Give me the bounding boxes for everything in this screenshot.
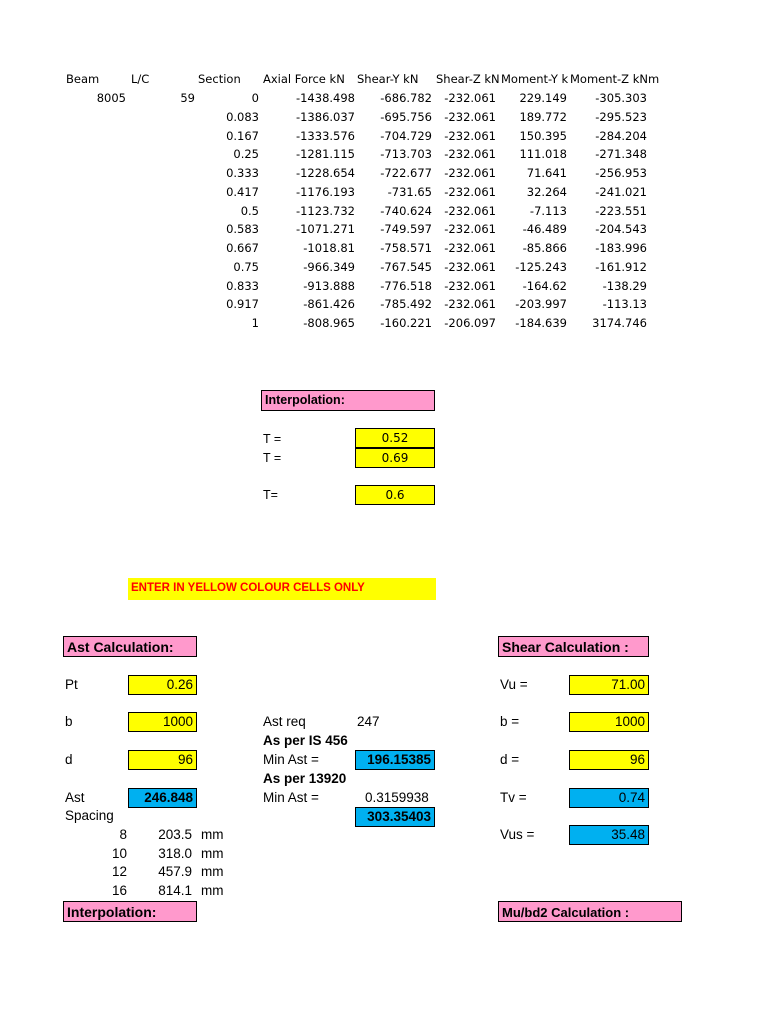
interpolation-title-top: Interpolation:: [261, 390, 435, 411]
cell-axial: -1018.81: [303, 241, 355, 255]
d-label: d: [65, 752, 73, 767]
shear-d-input[interactable]: 96: [569, 750, 649, 770]
cell-shear-y: -704.729: [380, 128, 432, 143]
cell-moment-y: 111.018: [519, 147, 567, 162]
cell-shear-z: -232.061: [444, 109, 496, 124]
cell-moment-y: 150.395: [519, 128, 567, 143]
cell-axial: -1281.115: [295, 147, 355, 162]
min-ast-label-1: Min Ast =: [263, 752, 319, 767]
vu-input[interactable]: 71.00: [569, 675, 649, 695]
cell-section: 0: [251, 91, 259, 105]
cell-section: 0.583: [226, 222, 259, 237]
cell-moment-y: -85.866: [522, 241, 567, 255]
cell-shear-z: -232.061: [444, 147, 496, 162]
cell-moment-z: -113.13: [602, 297, 647, 312]
spacing-value: 203.5: [158, 827, 192, 842]
cell-moment-z: -223.551: [595, 203, 647, 218]
cell-moment-y: 229.149: [519, 91, 567, 105]
spacing-unit: mm: [201, 827, 224, 842]
header-shear-z: Shear-Z kN: [436, 72, 500, 86]
ast-req-label: Ast req: [263, 714, 306, 729]
cell-shear-y: -776.518: [380, 278, 432, 293]
cell-moment-z: -241.021: [595, 184, 647, 199]
cell-moment-z: -256.953: [595, 166, 647, 180]
spacing-label: Spacing: [65, 808, 114, 823]
header-beam: Beam: [66, 72, 100, 86]
header-lc: L/C: [131, 72, 150, 86]
cell-moment-z: 3174.746: [592, 316, 647, 330]
table-row: [0, 222, 768, 241]
cell-moment-z: -295.523: [595, 109, 647, 124]
cell-axial: -1438.498: [295, 91, 355, 105]
spacing-dia: 8: [119, 827, 127, 842]
cell-shear-z: -232.061: [444, 184, 496, 199]
cell-moment-y: -46.489: [522, 222, 567, 237]
table-row: [0, 260, 768, 279]
t2-input[interactable]: 0.69: [355, 448, 435, 468]
ast-result: 246.848: [128, 788, 197, 808]
shear-b-label: b =: [500, 714, 520, 729]
spacing-value: 318.0: [158, 845, 192, 861]
table-row: [0, 185, 768, 204]
cell-moment-y: -203.997: [515, 297, 567, 312]
min-ast-value-2: 0.3159938: [365, 790, 429, 805]
min-ast-value-1: 196.15385: [355, 750, 435, 770]
cell-shear-z: -232.061: [444, 222, 496, 237]
cell-section: 1: [251, 316, 259, 330]
cell-section: 0.917: [226, 297, 259, 312]
notice-banner: ENTER IN YELLOW COLOUR CELLS ONLY: [128, 578, 436, 600]
cell-moment-y: -164.62: [522, 278, 567, 293]
shear-b-input[interactable]: 1000: [569, 712, 649, 732]
cell-section: 0.25: [233, 147, 259, 162]
d-input[interactable]: 96: [128, 750, 197, 770]
t1-input[interactable]: 0.52: [355, 428, 435, 448]
table-row: [0, 204, 768, 223]
cell-moment-z: -284.204: [595, 128, 647, 143]
cell-shear-z: -232.061: [444, 241, 496, 255]
table-row: [0, 279, 768, 298]
spacing-dia: 10: [111, 845, 127, 861]
cell-axial: -1176.193: [295, 184, 355, 199]
cell-shear-y: -749.597: [380, 222, 432, 237]
beam-value: 8005: [96, 91, 126, 105]
cell-shear-z: -232.061: [444, 259, 496, 274]
cell-section: 0.333: [226, 166, 259, 180]
cell-section: 0.75: [233, 259, 259, 274]
cell-section: 0.833: [226, 278, 259, 293]
header-moment-z: Moment-Z kNm: [570, 72, 660, 86]
cell-shear-z: -232.061: [444, 166, 496, 180]
ast-label: Ast: [65, 790, 85, 805]
header-section: Section: [198, 72, 241, 86]
spacing-dia: 12: [111, 864, 127, 880]
mubd2-calculation-title: Mu/bd2 Calculation :: [498, 901, 682, 922]
cell-shear-z: -232.061: [444, 128, 496, 143]
cell-shear-y: -160.221: [380, 316, 432, 330]
tv-label: Tv =: [500, 790, 527, 805]
t1-label: T =: [263, 432, 282, 446]
cell-shear-z: -232.061: [444, 297, 496, 312]
cell-shear-y: -767.545: [380, 259, 432, 274]
cell-axial: -1333.576: [295, 128, 355, 143]
cell-axial: -1071.271: [295, 222, 355, 237]
table-row: [0, 147, 768, 166]
vu-label: Vu =: [500, 677, 528, 692]
header-axial: Axial Force kN: [263, 72, 345, 86]
spacing-unit: mm: [201, 864, 224, 880]
cell-moment-z: -183.996: [595, 241, 647, 255]
table-row: [0, 166, 768, 185]
table-row: [0, 110, 768, 129]
pt-input[interactable]: 0.26: [128, 675, 197, 695]
interpolation-title-bottom: Interpolation:: [63, 901, 197, 922]
table-row: [0, 297, 768, 316]
cell-moment-z: -161.912: [595, 259, 647, 274]
ast-calculation-title: Ast Calculation:: [63, 636, 197, 657]
table-row: [0, 316, 768, 335]
header-shear-y: Shear-Y kN: [357, 72, 419, 86]
cell-moment-y: 71.641: [526, 166, 567, 180]
cell-shear-y: -758.571: [380, 241, 432, 255]
cell-shear-y: -785.492: [380, 297, 432, 312]
t2-label: T =: [263, 451, 282, 465]
cell-moment-z: -204.543: [595, 222, 647, 237]
min-ast-label-2: Min Ast =: [263, 790, 319, 805]
cell-moment-z: -271.348: [595, 147, 647, 162]
b-input[interactable]: 1000: [128, 712, 197, 732]
cell-section: 0.417: [226, 184, 259, 199]
cell-section: 0.667: [226, 241, 259, 255]
cell-shear-z: -232.061: [444, 203, 496, 218]
b-label: b: [65, 714, 73, 729]
cell-shear-z: -232.061: [444, 91, 496, 105]
min-ast-value-3: 303.35403: [355, 807, 435, 827]
spacing-unit: mm: [201, 883, 224, 899]
table-row: [0, 241, 768, 260]
cell-moment-y: -125.243: [515, 259, 567, 274]
spacing-unit: mm: [201, 845, 224, 861]
cell-shear-z: -206.097: [444, 316, 496, 330]
cell-axial: -808.965: [303, 316, 355, 330]
spacing-value: 457.9: [158, 864, 192, 880]
cell-moment-y: -7.113: [529, 203, 567, 218]
cell-shear-y: -731.65: [387, 184, 432, 199]
lc-value: 59: [180, 91, 195, 105]
cell-axial: -861.426: [303, 297, 355, 312]
cell-moment-y: 189.772: [519, 109, 567, 124]
header-moment-y: Moment-Y k: [501, 72, 569, 86]
cell-axial: -913.888: [303, 278, 355, 293]
shear-d-label: d =: [500, 752, 520, 767]
t3-input[interactable]: 0.6: [355, 485, 435, 505]
ast-req-value: 247: [357, 714, 380, 729]
is456-label: As per IS 456: [263, 733, 348, 748]
cell-section: 0.5: [240, 203, 259, 218]
cell-moment-z: -305.303: [595, 91, 647, 105]
cell-moment-z: -138.29: [602, 278, 647, 293]
cell-shear-y: -740.624: [380, 203, 432, 218]
cell-shear-y: -695.756: [380, 109, 432, 124]
spacing-value: 814.1: [158, 883, 192, 899]
pt-label: Pt: [65, 677, 78, 692]
cell-axial: -1386.037: [295, 109, 355, 124]
is13920-label: As per 13920: [263, 771, 347, 786]
cell-axial: -1123.732: [295, 203, 355, 218]
t3-label: T=: [263, 488, 278, 502]
cell-axial: -1228.654: [295, 166, 355, 180]
table-row: [0, 91, 768, 110]
cell-shear-z: -232.061: [444, 278, 496, 293]
vus-result: 35.48: [569, 825, 649, 845]
tv-result: 0.74: [569, 788, 649, 808]
shear-calculation-title: Shear Calculation :: [498, 636, 649, 657]
cell-shear-y: -713.703: [380, 147, 432, 162]
cell-axial: -966.349: [303, 259, 355, 274]
spacing-dia: 16: [111, 883, 127, 899]
vus-label: Vus =: [500, 827, 535, 842]
cell-section: 0.167: [226, 128, 259, 143]
cell-shear-y: -686.782: [380, 91, 432, 105]
table-row: [0, 129, 768, 148]
cell-moment-y: -184.639: [515, 316, 567, 330]
cell-moment-y: 32.264: [526, 184, 567, 199]
cell-section: 0.083: [226, 109, 259, 124]
cell-shear-y: -722.677: [380, 166, 432, 180]
